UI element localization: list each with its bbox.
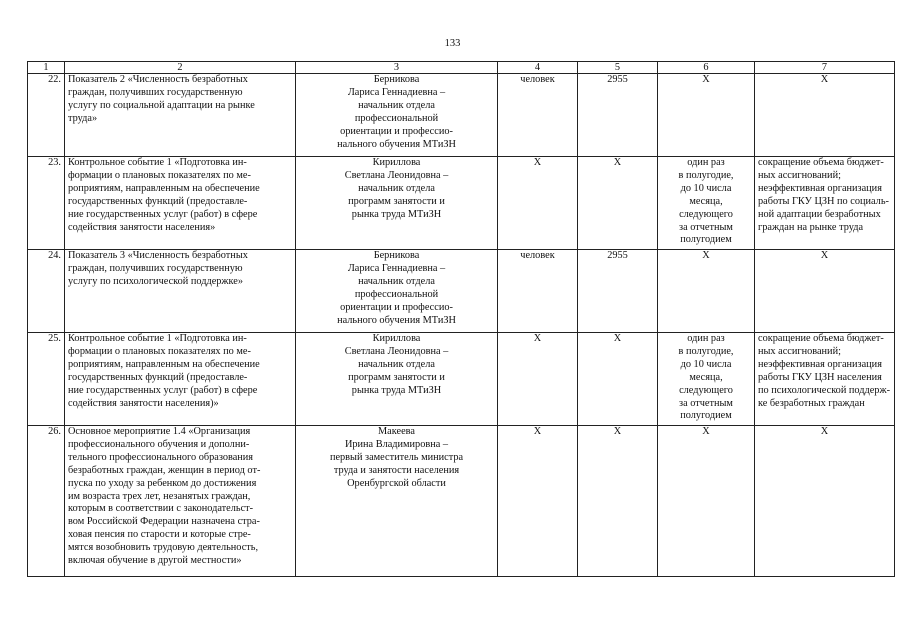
column-header: 3	[296, 62, 498, 74]
column-header: 5	[578, 62, 658, 74]
item-name: Показатель 2 «Численность безработных граждан, получивших государственную услугу по социальной адаптации на рынке труда»	[68, 74, 255, 124]
row-number: 24.	[28, 250, 65, 333]
responsible-cell	[296, 74, 498, 157]
period-cell	[658, 157, 755, 250]
period-text: один раз в полугодие, до 10 числа месяца, следующего за отчетным полугодием	[678, 157, 734, 246]
row-number: 25.	[28, 333, 65, 426]
risk-cell	[755, 333, 895, 426]
item-name-cell	[65, 333, 296, 426]
column-header: 6	[658, 62, 755, 74]
responsible-cell	[296, 426, 498, 577]
item-name-cell	[65, 157, 296, 250]
period-text: Х	[702, 426, 710, 437]
risk-text: Х	[820, 250, 829, 261]
value-cell: Х	[578, 157, 658, 250]
unit-cell: Х	[498, 157, 578, 250]
responsible-person: Макеева Ирина Владимировна – первый заместитель министра труда и занятости населения Оренбургской области	[329, 426, 464, 489]
plan-table	[27, 61, 895, 577]
item-name-cell	[65, 426, 296, 577]
responsible-cell	[296, 250, 498, 333]
item-name-cell	[65, 74, 296, 157]
period-cell	[658, 74, 755, 157]
item-name-cell	[65, 250, 296, 333]
table-row	[28, 250, 895, 333]
value-cell: Х	[578, 426, 658, 577]
period-cell	[658, 333, 755, 426]
value-cell: Х	[578, 333, 658, 426]
item-name: Контрольное событие 1 «Подготовка ин- формации о плановых показателях по ме- роприятиям, направленным на обеспечение государственных функций (предоставле- ние государственных услуг (работ) в сфере содействия занятости населения»	[68, 157, 260, 233]
period-text: Х	[702, 74, 710, 85]
row-number: 26.	[28, 426, 65, 577]
row-number: 23.	[28, 157, 65, 250]
period-text: Х	[702, 250, 710, 261]
period-cell	[658, 426, 755, 577]
page-number: 133	[444, 38, 461, 49]
table-row	[28, 74, 895, 157]
risk-text: Х	[820, 74, 829, 85]
item-name: Показатель 3 «Численность безработных граждан, получивших государственную услугу по психологической поддержке»	[68, 250, 248, 287]
unit-cell: человек	[498, 250, 578, 333]
responsible-person: Берникова Лариса Геннадиевна – начальник отдела профессиональной ориентации и профессио- нального обучения МТиЗН	[337, 250, 456, 326]
value-cell: 2955	[578, 250, 658, 333]
responsible-person: Кириллова Светлана Леонидовна – начальник отдела программ занятости и рынка труда МТиЗН	[344, 157, 449, 220]
column-header: 7	[755, 62, 895, 74]
row-number: 22.	[28, 74, 65, 157]
risk-cell	[755, 157, 895, 250]
column-header: 2	[65, 62, 296, 74]
responsible-person: Берникова Лариса Геннадиевна – начальник отдела профессиональной ориентации и профессио- нального обучения МТиЗН	[337, 74, 456, 150]
table-row	[28, 157, 895, 250]
unit-cell: Х	[498, 333, 578, 426]
responsible-cell	[296, 157, 498, 250]
column-header: 4	[498, 62, 578, 74]
risk-text: сокращение объема бюджет- ных ассигнований; неэффективная организация работы ГКУ ЦЗН населения по психологической поддерж- ке безработных граждан	[758, 333, 891, 409]
risk-cell	[755, 426, 895, 577]
header-row	[28, 62, 895, 74]
item-name: Основное мероприятие 1.4 «Организация профессионального обучения и дополни- тельного профессионального образования безработных граждан, женщин в период от- пуска по уходу за ребенком до достижения им возраста трех лет, незанятых граждан, которым в соответствии с законодательст- вом Российской Федерации назначена стра- ховая пенсия по старости и которые стре- мятся возобновить трудовую деятельность, включая обучение в другой местности»	[68, 426, 261, 567]
unit-cell: Х	[498, 426, 578, 577]
period-cell	[658, 250, 755, 333]
table-row	[28, 333, 895, 426]
risk-cell	[755, 74, 895, 157]
value-cell: 2955	[578, 74, 658, 157]
risk-cell	[755, 250, 895, 333]
item-name: Контрольное событие 1 «Подготовка ин- формации о плановых показателях по ме- роприятиям, направленным на обеспечение государственных функций (предоставле- ние государственных услуг (работ) в сфере содействия занятости населения)»	[68, 333, 260, 409]
unit-cell: человек	[498, 74, 578, 157]
risk-text: Х	[820, 426, 829, 437]
period-text: один раз в полугодие, до 10 числа месяца, следующего за отчетным полугодием	[678, 333, 734, 422]
responsible-person: Кириллова Светлана Леонидовна – начальник отдела программ занятости и рынка труда МТиЗН	[344, 333, 449, 396]
risk-text: сокращение объема бюджет- ных ассигнований; неэффективная организация работы ГКУ ЦЗН по социаль- ной адаптации безработных граждан на рынке труда	[758, 157, 889, 233]
responsible-cell	[296, 333, 498, 426]
column-header: 1	[28, 62, 65, 74]
table-row	[28, 426, 895, 577]
